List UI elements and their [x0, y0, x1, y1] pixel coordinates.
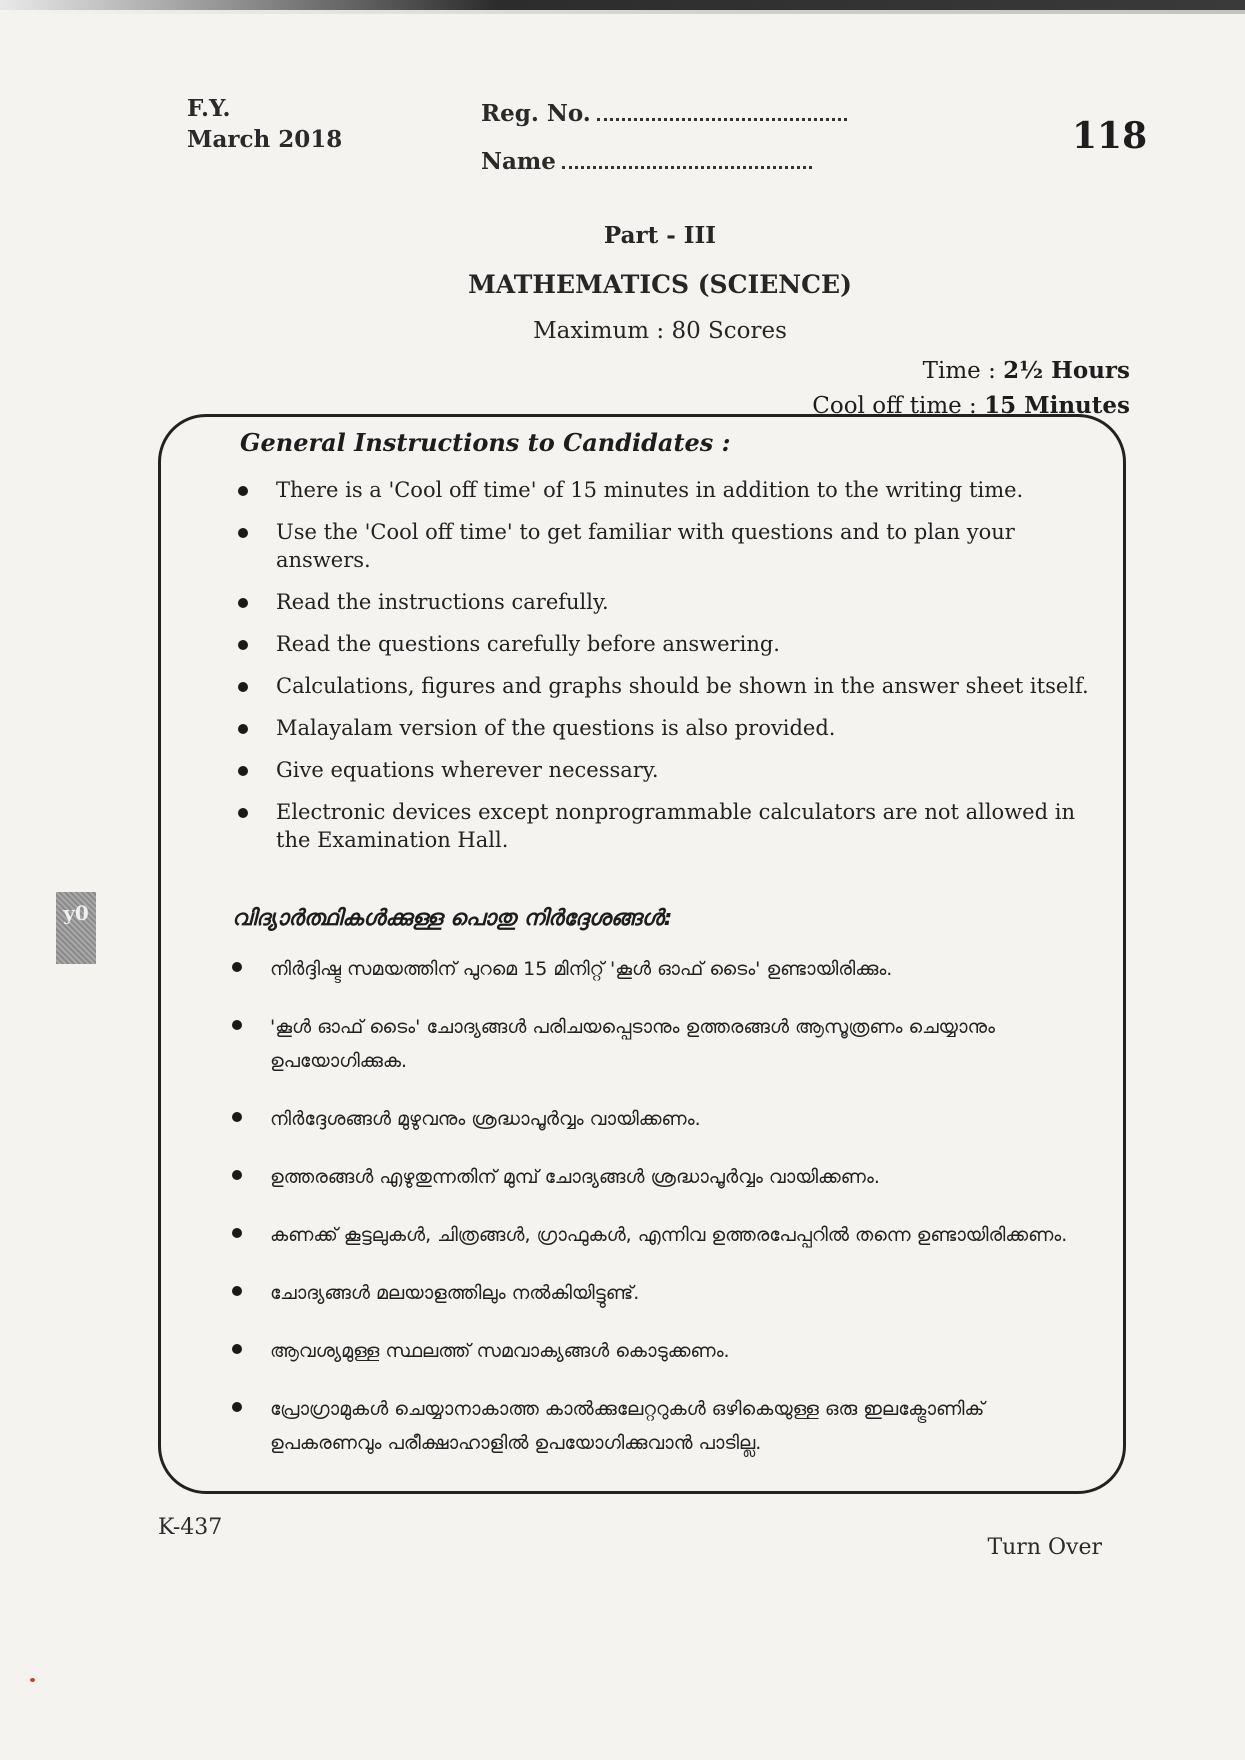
turn-over-label: Turn Over: [987, 1535, 1102, 1560]
reg-no-field: [481, 100, 847, 127]
bullet-icon: [238, 486, 248, 496]
paper-number: 118: [1072, 115, 1148, 157]
bullet-icon: [232, 1170, 242, 1180]
paper-code: K-437: [158, 1515, 223, 1540]
malayalam-instruction-list: [226, 952, 1086, 1484]
bullet-icon: [232, 962, 242, 972]
subject-heading: MATHEMATICS (SCIENCE): [468, 270, 852, 299]
bullet-icon: [238, 808, 248, 818]
instruction-item: Malayalam version of the questions is also provided.: [232, 714, 1092, 742]
malayalam-instruction-item: നിർദ്ദേശങ്ങൾ മുഴുവനും ശ്രദ്ധാപൂർവ്വം വായിക്കണം.: [226, 1102, 1086, 1136]
instruction-item: Use the 'Cool off time' to get familiar with questions and to plan your answers.: [232, 518, 1092, 574]
malayalam-instruction-item: പ്രോഗ്രാമുകൾ ചെയ്യാനാകാത്ത കാൽക്കുലേറ്ററുകൾ ഒഴികെയുള്ള ഒരു ഇലക്ട്രോണിക് ഉപകരണവും പരീക്ഷാഹാളിൽ ഉപയോഗിക്കുവാൻ പാടില്ല.: [226, 1392, 1086, 1460]
malayalam-instruction-item: ചോദ്യങ്ങൾ മലയാളത്തിലും നൽകിയിട്ടുണ്ട്.: [226, 1276, 1086, 1310]
instruction-item: Give equations wherever necessary.: [232, 756, 1092, 784]
time-line: [923, 357, 1130, 384]
name-blank: [562, 166, 812, 169]
cool-off-value: 15 Minutes: [984, 392, 1130, 419]
bullet-icon: [238, 640, 248, 650]
name-field: [481, 148, 812, 175]
instructions-title: General Instructions to Candidates :: [240, 428, 731, 457]
bullet-icon: [232, 1228, 242, 1238]
maximum-scores: Maximum : 80 Scores: [533, 318, 787, 344]
malayalam-instruction-item: ആവശ്യമുള്ള സ്ഥലത്ത് സമവാക്യങ്ങൾ കൊടുക്കണം.: [226, 1334, 1086, 1368]
session-label: March 2018: [187, 126, 343, 153]
instruction-item: Calculations, figures and graphs should be shown in the answer sheet itself.: [232, 672, 1092, 700]
scan-top-edge: [0, 0, 1245, 10]
scan-speck: [30, 1678, 35, 1682]
bullet-icon: [238, 766, 248, 776]
name-label: Name: [481, 148, 556, 175]
reg-no-blank: [597, 118, 847, 121]
malayalam-instructions-title: വിദ്യാർത്ഥികൾക്കുള്ള പൊതു നിർദ്ദേശങ്ങൾ:: [232, 906, 673, 931]
header-series-block: [187, 93, 342, 155]
instruction-item: There is a 'Cool off time' of 15 minutes in addition to the writing time.: [232, 476, 1092, 504]
side-marker-tab: y0: [56, 892, 96, 964]
malayalam-instruction-item: ഉത്തരങ്ങൾ എഴുതുന്നതിന് മുമ്പ് ചോദ്യങ്ങൾ ശ്രദ്ധാപൂർവ്വം വായിക്കണം.: [226, 1160, 1086, 1194]
malayalam-instruction-item: നിർദ്ദിഷ്ട സമയത്തിന് പുറമെ 15 മിനിറ്റ് 'കൂൾ ഓഫ് ടൈം' ഉണ്ടായിരിക്കും.: [226, 952, 1086, 986]
time-label: Time :: [922, 358, 1004, 384]
time-value: 2½ Hours: [1003, 357, 1130, 384]
bullet-icon: [232, 1020, 242, 1030]
malayalam-instruction-item: 'കൂൾ ഓഫ് ടൈം' ചോദ്യങ്ങൾ പരിചയപ്പെടാനും ഉത്തരങ്ങൾ ആസൂത്രണം ചെയ്യാനും ഉപയോഗിക്കുക.: [226, 1010, 1086, 1078]
cool-off-label: Cool off time :: [812, 393, 985, 419]
bullet-icon: [232, 1112, 242, 1122]
bullet-icon: [232, 1402, 242, 1412]
series-label: F.Y.: [187, 95, 231, 122]
malayalam-instruction-item: കണക്ക് കൂട്ടലുകൾ, ചിത്രങ്ങൾ, ഗ്രാഫുകൾ, എന്നിവ ഉത്തരപേപ്പറിൽ തന്നെ ഉണ്ടായിരിക്കണം.: [226, 1218, 1086, 1252]
instruction-item: Electronic devices except nonprogrammable calculators are not allowed in the Examination Hall.: [232, 798, 1092, 854]
english-instruction-list: [232, 476, 1092, 868]
instruction-item: Read the instructions carefully.: [232, 588, 1092, 616]
bullet-icon: [232, 1344, 242, 1354]
bullet-icon: [232, 1286, 242, 1296]
bullet-icon: [238, 598, 248, 608]
bullet-icon: [238, 724, 248, 734]
bullet-icon: [238, 528, 248, 538]
reg-no-label: Reg. No.: [481, 100, 591, 127]
instruction-item: Read the questions carefully before answering.: [232, 630, 1092, 658]
bullet-icon: [238, 682, 248, 692]
part-heading: Part - III: [603, 222, 717, 249]
